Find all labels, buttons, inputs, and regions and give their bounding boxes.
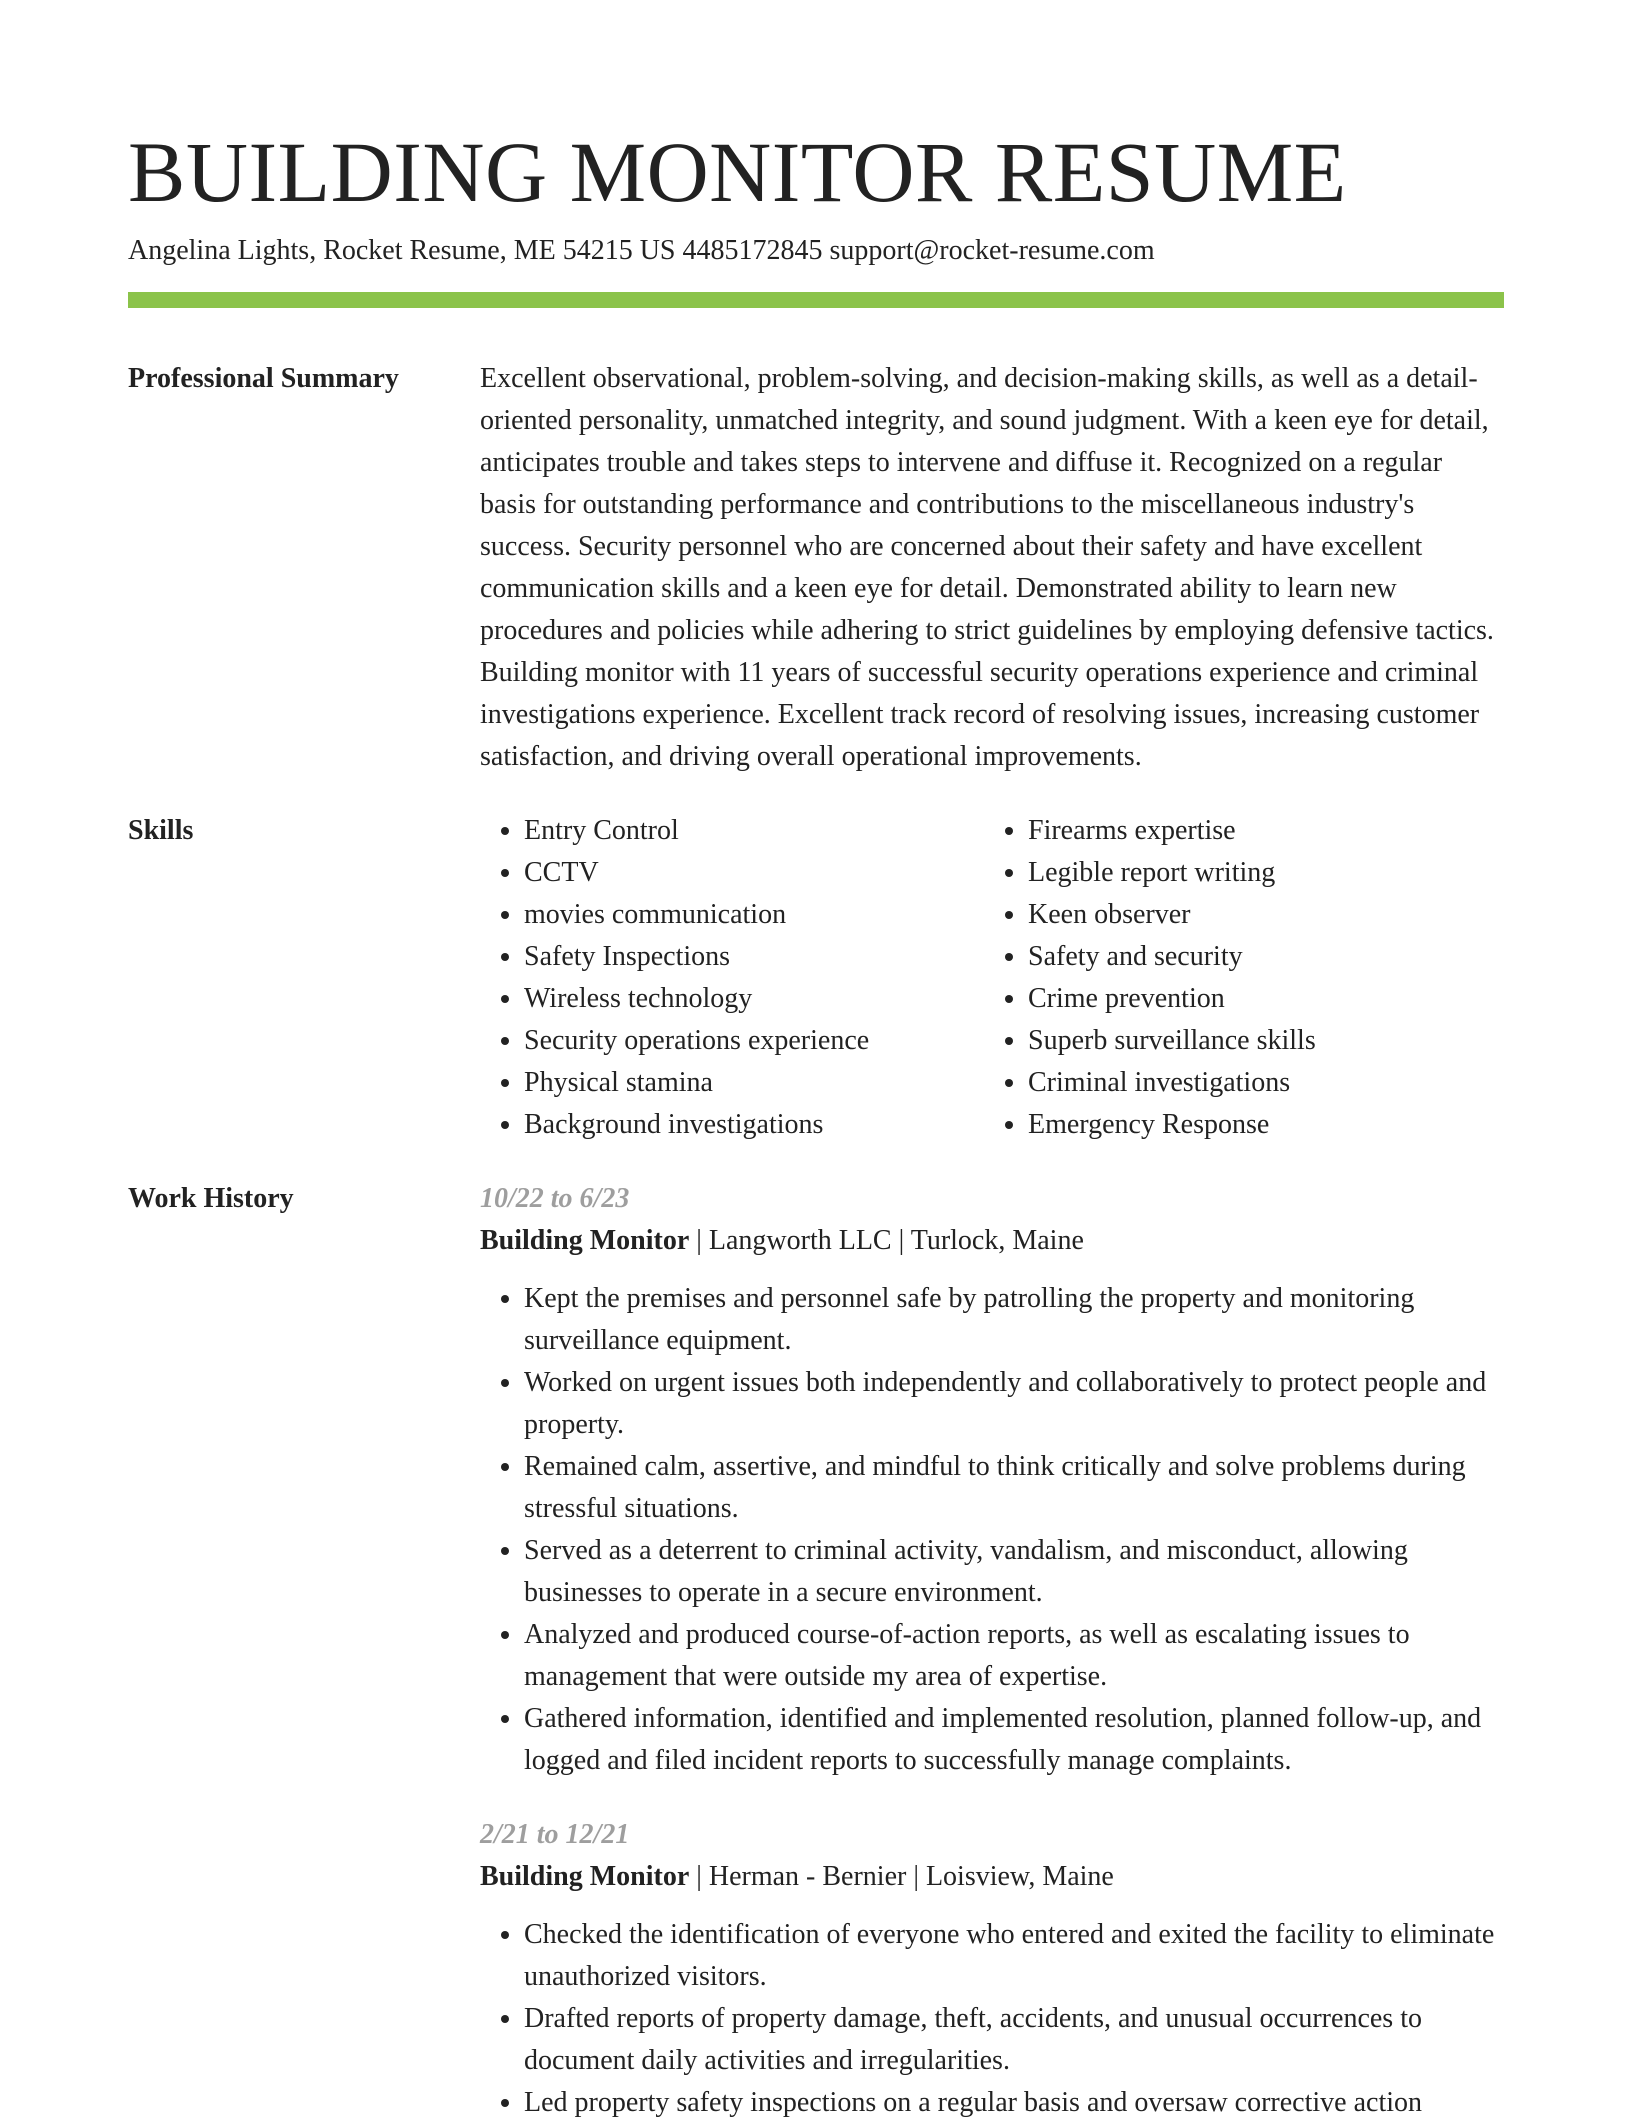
job-entry: [480, 1814, 1504, 2124]
job-company-location: | Langworth LLC | Turlock, Maine: [689, 1225, 1084, 1256]
skill-item: • Physical stamina: [524, 1062, 984, 1104]
professional-summary-section: [128, 358, 1504, 778]
skill-item: • Emergency Response: [1028, 1104, 1488, 1146]
job-duty: • Remained calm, assertive, and mindful to think critically and solve problems during stressful situations.: [524, 1446, 1504, 1530]
skills-list-left: [480, 810, 984, 1146]
job-duties-list: [480, 1278, 1504, 1782]
section-label-skills: Skills: [128, 815, 194, 846]
skills-section: [128, 810, 1504, 1146]
job-duty: • Gathered information, identified and implemented resolution, planned follow-up, and logged and filed incident reports to successfully manage complaints.: [524, 1698, 1504, 1782]
skill-item: • Firearms expertise: [1028, 810, 1488, 852]
job-dates: 2/21 to 12/21: [480, 1819, 630, 1850]
job-duty: • Led property safety inspections on a regular basis and oversaw corrective action: [524, 2082, 1504, 2124]
section-label-summary: Professional Summary: [128, 363, 399, 394]
skill-item: • Keen observer: [1028, 894, 1488, 936]
job-title: Building Monitor: [480, 1861, 690, 1892]
work-history-section: [128, 1178, 1504, 2124]
job-title: Building Monitor: [480, 1225, 690, 1256]
skill-item: • Legible report writing: [1028, 852, 1488, 894]
section-label-work: Work History: [128, 1183, 294, 1214]
job-duty: • Kept the premises and personnel safe by patrolling the property and monitoring surveillance equipment.: [524, 1278, 1504, 1362]
job-duty: • Served as a deterrent to criminal activity, vandalism, and misconduct, allowing businesses to operate in a secure environment.: [524, 1530, 1504, 1614]
job-duties-list: [480, 1914, 1504, 2124]
skill-item: • Wireless technology: [524, 978, 984, 1020]
skill-item: • Safety Inspections: [524, 936, 984, 978]
skill-item: • CCTV: [524, 852, 984, 894]
job-duty: • Analyzed and produced course-of-action reports, as well as escalating issues to management that were outside my area of expertise.: [524, 1614, 1504, 1698]
skill-item: • Crime prevention: [1028, 978, 1488, 1020]
job-duty: • Checked the identification of everyone who entered and exited the facility to eliminate unauthorized visitors.: [524, 1914, 1504, 1998]
job-company-location: | Herman - Bernier | Loisview, Maine: [689, 1861, 1114, 1892]
skill-item: • Entry Control: [524, 810, 984, 852]
skill-item: • movies communication: [524, 894, 984, 936]
resume-page: [128, 0, 1504, 2124]
skills-columns: [480, 810, 1504, 1146]
contact-line: Angelina Lights, Rocket Resume, ME 54215 US 4485172845 support@rocket-resume.com: [128, 235, 1155, 266]
work-history-body: [480, 1178, 1504, 2124]
skill-item: • Criminal investigations: [1028, 1062, 1488, 1104]
skill-item: • Superb surveillance skills: [1028, 1020, 1488, 1062]
accent-divider: [128, 292, 1504, 308]
job-duty: • Drafted reports of property damage, theft, accidents, and unusual occurrences to document daily activities and irregularities.: [524, 1998, 1504, 2082]
job-dates: 10/22 to 6/23: [480, 1183, 630, 1214]
summary-text: Excellent observational, problem-solving, and decision-making skills, as well as a detail-oriented personality, unmatched integrity, and sound judgment. With a keen eye for detail, anticipates trouble and takes steps to intervene and diffuse it. Recognized on a regular basis for outstanding performance and contributions to the miscellaneous industry's success. Security personnel who are concerned about their safety and have excellent communication skills and a keen eye for detail. Demonstrated ability to learn new procedures and policies while adhering to strict guidelines by employing defensive tactics. Building monitor with 11 years of successful security operations experience and criminal investigations experience. Excellent track record of resolving issues, increasing customer satisfaction, and driving overall operational improvements.: [480, 363, 1494, 772]
resume-title: BUILDING MONITOR RESUME: [128, 124, 1347, 220]
job-heading: [480, 1856, 1504, 1898]
skill-item: • Safety and security: [1028, 936, 1488, 978]
job-heading: [480, 1220, 1504, 1262]
skill-item: • Background investigations: [524, 1104, 984, 1146]
job-entry: [480, 1178, 1504, 1782]
job-duty: • Worked on urgent issues both independently and collaboratively to protect people and property.: [524, 1362, 1504, 1446]
skills-list-right: [984, 810, 1488, 1146]
skill-item: • Security operations experience: [524, 1020, 984, 1062]
